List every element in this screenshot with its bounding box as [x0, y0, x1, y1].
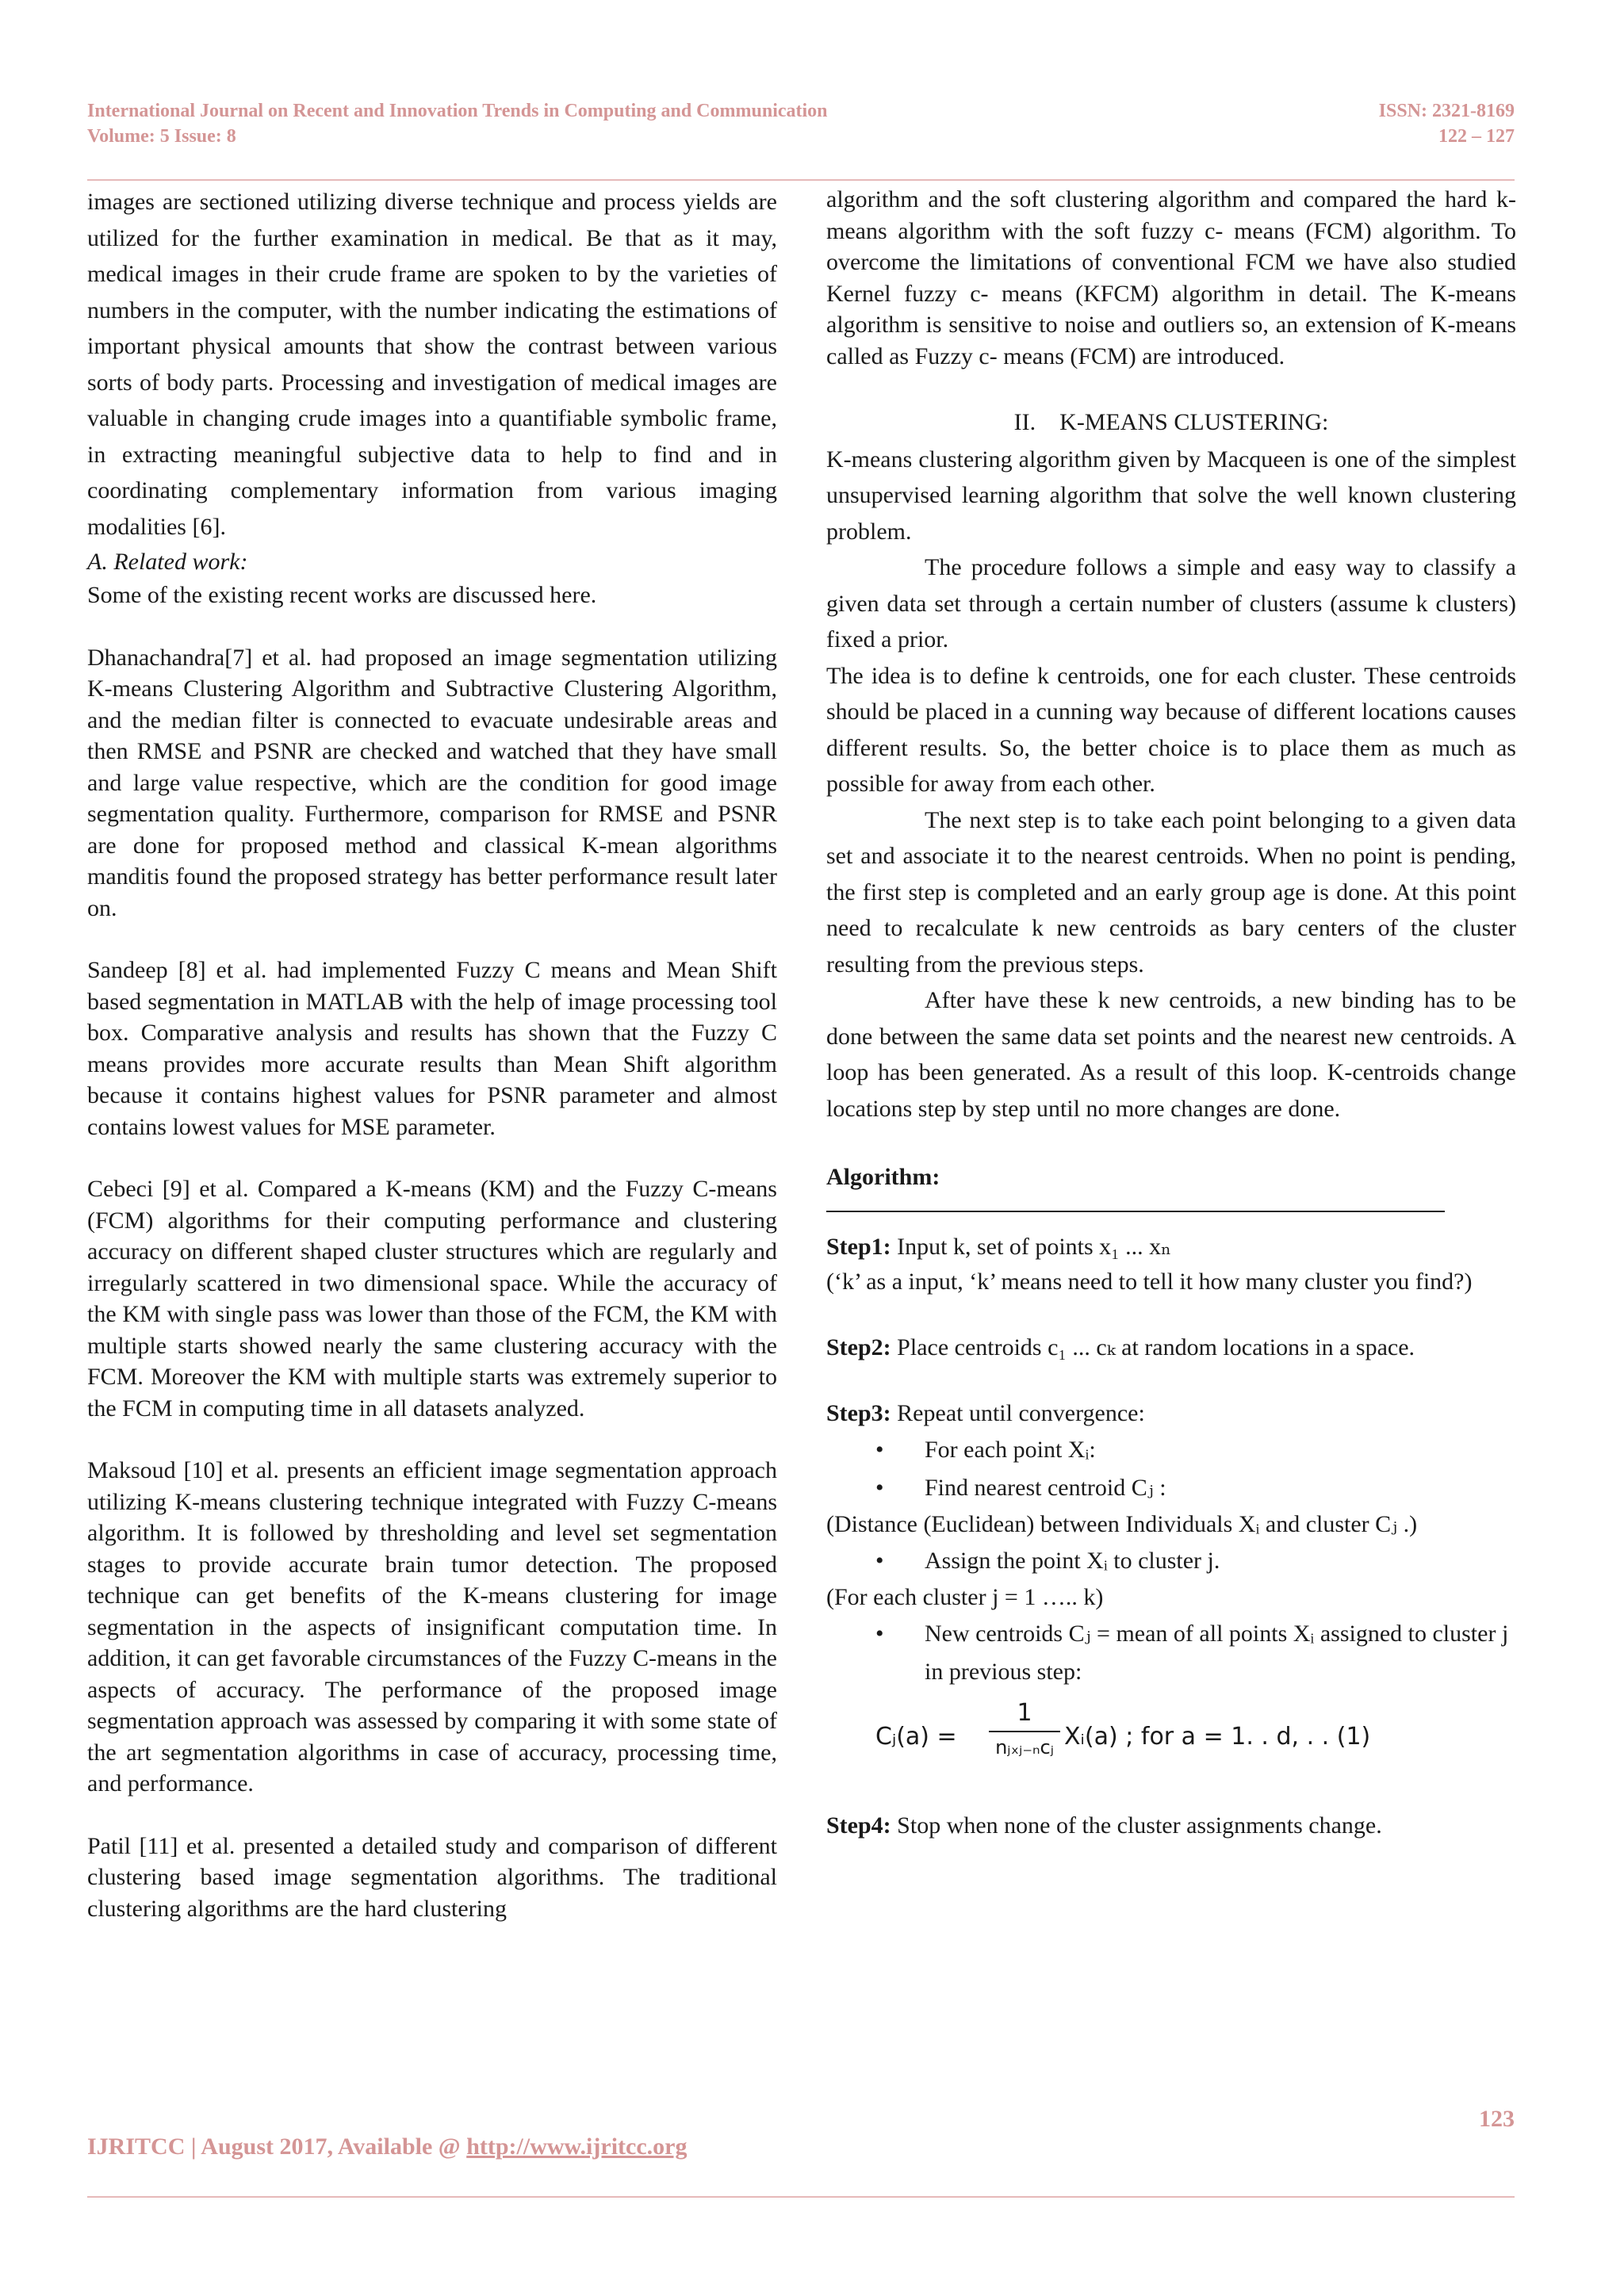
- paragraph-idea: The idea is to define k centroids, one for each cluster. These centroids should be placed in a cunning way because of different locations causes different results. So, the better choice is to place them as much as possible for away from each other.: [826, 662, 1516, 797]
- footer-divider: [87, 2196, 1515, 2198]
- related-intro: Some of the existing recent works are discussed here.: [87, 582, 597, 608]
- list-item: • New centroids Cⱼ = mean of all points Xᵢ assigned to cluster j in previous step:: [826, 1615, 1516, 1691]
- list-item: • For each point Xᵢ:: [826, 1431, 1516, 1469]
- paragraph-patil: Patil [11] et al. presented a detailed study and comparison of different clustering based image segmentation algorithms. The traditional clustering algorithms are the hard clustering: [87, 1832, 777, 1922]
- formula-rhs: Xᵢ(a) ; for a = 1. . d, . . (1): [1064, 1722, 1371, 1751]
- paragraph-intro: images are sectioned utilizing diverse technique and process yields are utilized for the further examination in medical. Be that as it may, medical images in their crude frame are spoken to by the varieties of numbers in the computer, with the number indicating the estimations of important physical amounts that show the contrast between various sorts of body parts. Processing and investigation of medical images are valuable in changing crude images into a quantifiable symbolic frame, in extracting meaningful subjective data to help to find and in coordinating complementary information from various imaging modalities [6].: [87, 189, 777, 540]
- paragraph-procedure: The procedure follows a simple and easy way to classify a given data set through a certain number of clusters (assume k clusters) fixed a prior.: [826, 554, 1516, 652]
- paragraph-after: After have these k new centroids, a new binding has to be done between the same data set points and the nearest new centroids. A loop has been generated. As a result of this loop. K-centroids change locations step by step until no more changes are done.: [826, 987, 1516, 1122]
- paragraph-cebeci: Cebeci [9] et al. Compared a K-means (KM) and the Fuzzy C-means (FCM) algorithms for their computing performance and clustering accuracy on different shaped cluster structures which are regularly and irregularly scattered in two dimensional space. While the accuracy of the KM with single pass was lower than those of the FCM, the KM with multiple starts showed nearly the same clustering accuracy with the FCM. Moreover the KM with multiple starts was extremely superior to the FCM in computing time in all datasets analyzed.: [87, 1176, 777, 1422]
- subsection-heading: A. Related work:: [87, 549, 248, 575]
- paragraph-maksoud: Maksoud [10] et al. presents an efficient image segmentation approach utilizing K-means clustering technique integrated with Fuzzy C-means algorithm. It is followed by thresholding and level set segmentation stages to provide accurate brain tumor detection. The proposed technique can get benefits of the K-means clustering for image segmentation in the aspects of insignificant computation time. In addition, it can get favorable circumstances of the Fuzzy C-means in the aspects of accuracy. The performance of the proposed image segmentation approach was assessed by comparing it with some state of the art segmentation algorithms in case of accuracy, processing time, and performance.: [87, 1457, 777, 1797]
- step-1: Step1: Input k, set of points x₁ ... xₙ: [826, 1233, 1172, 1260]
- page-range: 122 – 127: [1438, 126, 1515, 147]
- step-3-list: [826, 1431, 1516, 1507]
- left-column: [87, 184, 777, 1924]
- footer-text: IJRITCC | August 2017, Available @: [87, 2133, 467, 2160]
- distance-note: (Distance (Euclidean) between Individuals Xᵢ and cluster Cⱼ .): [826, 1510, 1418, 1537]
- step-2: Step2: Place centroids c₁ ... cₖ at random locations in a space.: [826, 1334, 1415, 1360]
- paragraph-dhanachandra: Dhanachandra[7] et al. had proposed an image segmentation utilizing K-means Clustering Algorithm and Subtractive Clustering Algorithm, and the median filter is connected to evacuate undesirable areas and then RMSE and PSNR are checked and watched that they have small and large value respective, which are the condition for good image segmentation quality. Furthermore, comparison for RMSE and PSNR are done for proposed method and classical K-mean algorithms manditis found the proposed strategy has better performance result later on.: [87, 644, 777, 921]
- formula-lhs: Cⱼ(a) =: [875, 1722, 957, 1751]
- paragraph-kmeans-intro: K-means clustering algorithm given by Macqueen is one of the simplest unsupervised learning algorithm that solve the well known clustering problem.: [826, 446, 1516, 545]
- algorithm-rule: [826, 1211, 1445, 1212]
- page-number: 123: [1479, 2106, 1515, 2132]
- paragraph-sandeep: Sandeep [8] et al. had implemented Fuzzy C means and Mean Shift based segmentation in MATLAB with the help of image processing tool box. Comparative analysis and results has shown that the Fuzzy C means provides more accurate results than Mean Shift algorithm because it contains highest values for PSNR parameter and almost contains lowest values for MSE parameter.: [87, 957, 777, 1140]
- step-3: Step3: Repeat until convergence:: [826, 1399, 1145, 1426]
- volume-issue: Volume: 5 Issue: 8: [87, 126, 236, 147]
- algorithm-heading: Algorithm:: [826, 1164, 940, 1190]
- paragraph-next-step: The next step is to take each point belonging to a given data set and associate it to the nearest centroids. When no point is pending, the first step is completed and an early group age is done. At this point need to recalculate k new centroids as bary centers of the cluster resulting from the previous steps.: [826, 806, 1516, 978]
- step-3-list-2: [826, 1542, 1516, 1580]
- step-4: Step4: Stop when none of the cluster assignments change.: [826, 1812, 1382, 1839]
- step-1-note: (‘k’ as a input, ‘k’ means need to tell it how many cluster you find?): [826, 1268, 1473, 1295]
- paragraph-continued: algorithm and the soft clustering algorithm and compared the hard k-means algorithm with the soft fuzzy c- means (FCM) algorithm. To overcome the limitations of conventional FCM we have also studied Kernel fuzzy c- means (KFCM) algorithm in detail. The K-means algorithm is sensitive to noise and outliers so, an extension of K-means called as Fuzzy c- means (FCM) are introduced.: [826, 186, 1516, 369]
- list-item: • Assign the point Xᵢ to cluster j.: [826, 1542, 1516, 1580]
- foreach-note: (For each cluster j = 1 ….. k): [826, 1583, 1104, 1610]
- section-number: II.: [1013, 409, 1036, 435]
- section-title: K-MEANS CLUSTERING:: [1059, 409, 1329, 435]
- section-heading: [826, 407, 1516, 438]
- right-column: [826, 184, 1516, 1843]
- issn: ISSN: 2321-8169: [1378, 101, 1515, 121]
- list-item: • Find nearest centroid Cⱼ :: [826, 1469, 1516, 1507]
- centroid-formula: [826, 1697, 1516, 1785]
- footer-link[interactable]: http://www.ijritcc.org: [466, 2133, 688, 2160]
- formula-fraction: 1 nⱼₓⱼ₋ₙcⱼ: [989, 1697, 1060, 1761]
- journal-name: International Journal on Recent and Innovation Trends in Computing and Communication: [87, 101, 828, 121]
- header-divider: [87, 179, 1515, 181]
- footer: [87, 2133, 687, 2161]
- step-3-list-3: [826, 1615, 1516, 1691]
